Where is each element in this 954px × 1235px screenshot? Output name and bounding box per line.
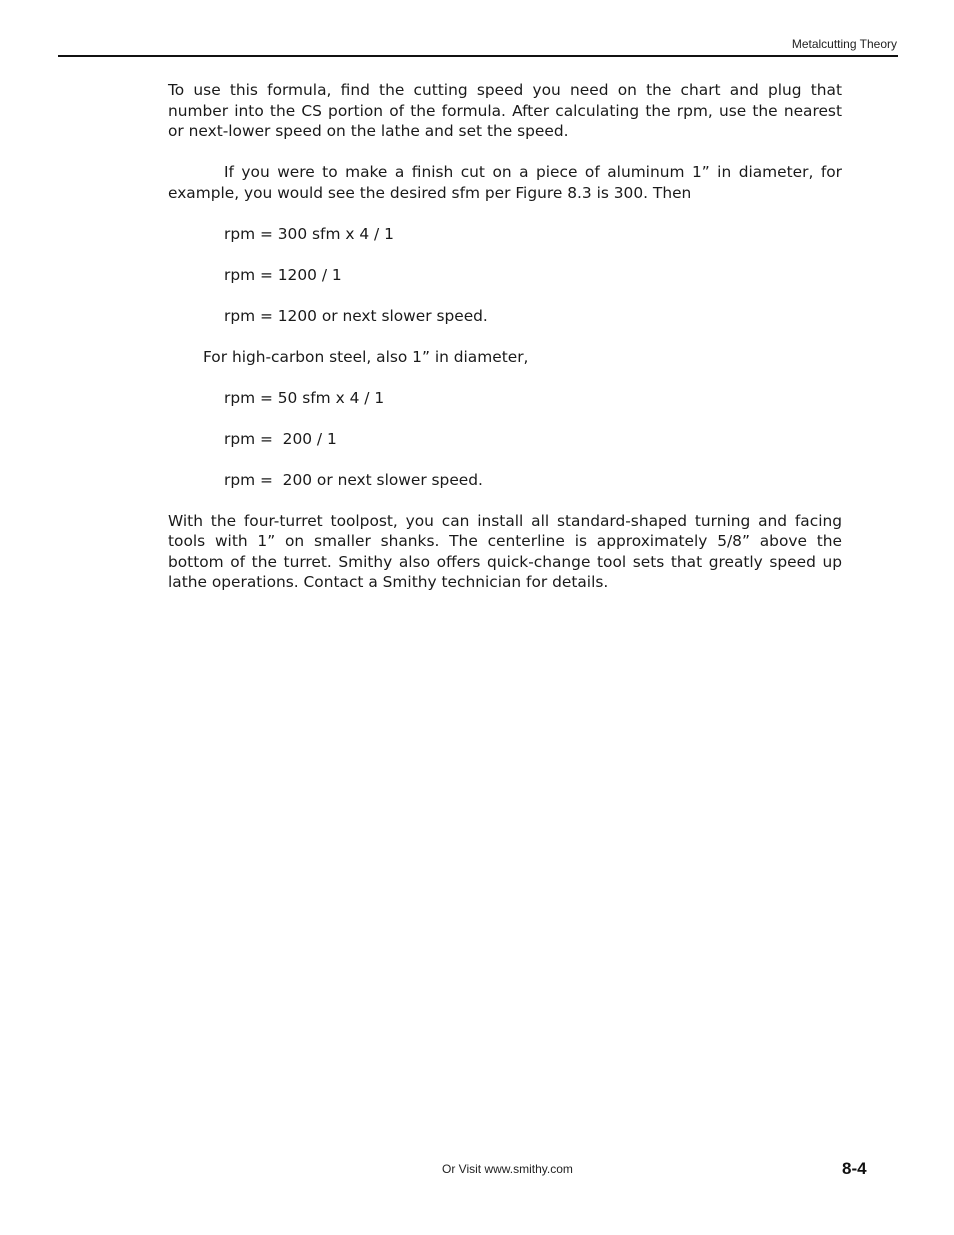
formula-line: rpm = 200 / 1: [224, 429, 337, 448]
toolpost-paragraph: With the four-turret toolpost, you can install all standard-shaped turning and facing tools with 1” on smaller shanks. The centerline is approximately 5/8” above the bottom of the turret. Smithy also offers quick-change tool sets that greatly speed up lathe operations. Contact a Smithy technician for details.: [168, 511, 842, 591]
header-divider: [58, 55, 898, 57]
running-header-title: Metalcutting Theory: [791, 37, 897, 51]
intro-paragraph: To use this formula, find the cutting speed you need on the chart and plug that number into the CS portion of the formula. After calculating the rpm, use the nearest or next-lower speed on the lathe and set the speed.: [168, 81, 842, 140]
formula-line: rpm = 1200 / 1: [224, 265, 342, 284]
aluminum-example-paragraph: If you were to make a finish cut on a piece of aluminum 1” in diameter, for example, you would see the desired sfm per Figure 8.3 is 300. Then: [168, 163, 842, 202]
formula-line: rpm = 200 or next slower speed.: [224, 470, 483, 489]
page-body: [168, 80, 842, 593]
formula-line: rpm = 50 sfm x 4 / 1: [224, 388, 385, 407]
page-number: 8-4: [842, 1159, 867, 1178]
footer-website: Or Visit www.smithy.com: [442, 1162, 573, 1176]
formula-line: rpm = 1200 or next slower speed.: [224, 306, 488, 325]
steel-example-paragraph: For high-carbon steel, also 1” in diameter,: [203, 347, 529, 366]
formula-line: rpm = 300 sfm x 4 / 1: [224, 224, 394, 243]
